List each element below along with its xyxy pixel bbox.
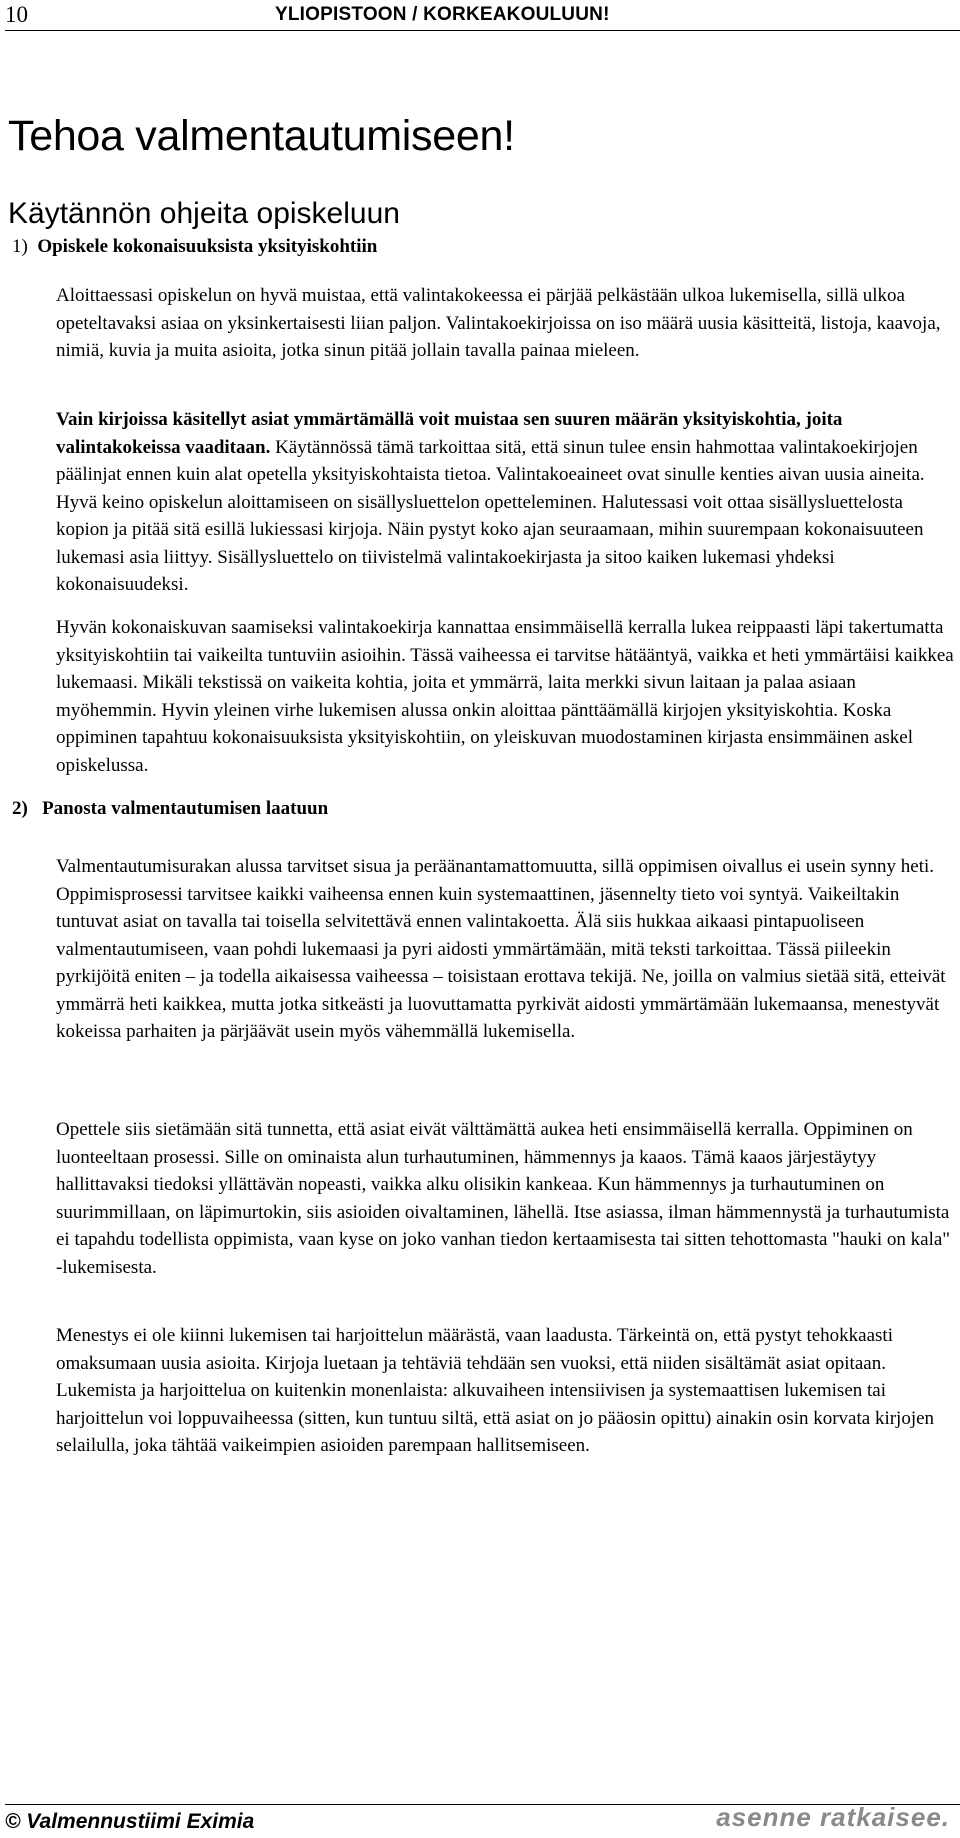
- section-1-paragraph-1: Aloittaessasi opiskelun on hyvä muistaa, että valintakokeessa ei pärjää pelkästään ulkoa lukemisella, sillä ulkoa opeteltavaksi asiaa on yksinkertaisesti liian paljon. Valintakoekirjoissa on iso määrä uusia käsitteitä, listoja, kaavoja, nimiä, kuvia ja muita asioita, jotka sinun pitää jollain tavalla painaa mieleen.: [56, 285, 941, 361]
- section-1-heading: [12, 236, 377, 258]
- section-1-number: 1): [12, 236, 28, 257]
- page-subtitle: Käytännön ohjeita opiskeluun: [8, 197, 400, 230]
- page-number: 10: [5, 2, 28, 27]
- section-2-heading: [12, 798, 328, 820]
- section-1-title: Opiskele kokonaisuuksista yksityiskohtiin: [37, 236, 378, 257]
- section-1-paragraph-3: Hyvän kokonaiskuvan saamiseksi valintakoekirja kannattaa ensimmäisellä kerralla lukea reippaasti läpi takertumatta yksityiskohtiin tai vaikeilta tuntuviin asioihin. Tässä vaiheessa ei tarvitse hätääntyä, vaikka et heti ymmärtäisi kaikkea lukemaasi. Mikäli tekstissä on vaikeita kohtia, joita et ymmärrä, laita merkki sivun laitaan ja palaa asiaan myöhemmin. Hyvin yleinen virhe lukemisen alussa onkin aloittaa pänttäämällä kirjojen yksityiskohtia. Koska oppiminen tapahtuu kokonaisuuksista yksityiskohtiin, on yleiskuvan muodostaminen kirjasta ensimmäinen askel opiskelussa.: [56, 617, 954, 776]
- page-title: Tehoa valmentautumiseen!: [8, 112, 515, 160]
- page-header: [5, 0, 960, 31]
- section-1-paragraph-2-text: Käytännössä tämä tarkoittaa sitä, että sinun tulee ensin hahmottaa valintakoekirjojen päälinjat ennen kuin alat opetella yksityiskohtaista tietoa. Valintakoeaineet ovat sinulle kenties aivan uusia aineita. Hyvä keino opiskelun aloittamiseen on sisällysluettelon opetteleminen. Halutessasi voit ottaa sisällysluettelosta kopion ja pitää sitä esillä lukiessasi kirjoja. Näin pystyt koko ajan seuraamaan, mihin suurempaan kokonaisuuteen lukemasi asia liittyy. Sisällysluettelo on tiivistelmä valintakoekirjasta ja sitoo kaiken lukemasi yhdeksi kokonaisuudeksi.: [56, 436, 925, 595]
- footer-slogan: asenne ratkaisee.: [716, 1802, 950, 1832]
- section-2-paragraph-3: Menestys ei ole kiinni lukemisen tai harjoittelun määrästä, vaan laadusta. Tärkeintä on, että pystyt tehokkaasti omaksumaan uusia asioita. Kirjoja luetaan ja tehtäviä tehdään sen vuoksi, että niiden sisältämät asiat opitaan. Lukemista ja harjoittelua on kuitenkin monenlaista: alkuvaiheen intensiivisen ja systemaattisen lukemisen tai harjoittelun voi loppuvaiheessa (sitten, kun tuntuu siltä, että asiat on jo pääosin opittu) ainakin osin korvata kirjojen selailulla, joka tähtää vaikeimpien asioiden parempaan hallitsemiseen.: [56, 1325, 935, 1456]
- section-2-title: Panosta valmentautumisen laatuun: [42, 798, 329, 819]
- section-2-paragraph-1: Valmentautumisurakan alussa tarvitset sisua ja peräänantamattomuutta, sillä oppimisen oivallus ei usein synny heti. Oppimisprosessi tarvitsee kaikki vaiheensa ennen kuin systemaattinen, jäsennelty tieto voi syntyä. Vaikeiltakin tuntuvat asiat on tavalla tai toisella selvitettävä ennen valintakoetta. Älä siis hukkaa aikaasi pintapuoliseen valmentautumiseen, vaan pohdi lukemaasi ja pyri aidosti ymmärtämään, mitä teksti tarkoittaa. Tässä piileekin pyrkijöitä eniten – ja todella aikaisessa vaiheessa – toisistaan erottava tekijä. Ne, joilla on valmius sietää sitä, etteivät ymmärrä heti kaikkea, mutta jotka sitkeästi ja luovuttamatta pyrkivät aidosti ymmärtämään lukemaansa, menestyvät kokeissa parhaiten ja pärjäävät usein myös vähemmällä lukemisella.: [56, 856, 946, 1042]
- section-2-paragraph-2: Opettele siis sietämään sitä tunnetta, että asiat eivät välttämättä aukea heti ensimmäisellä kerralla. Oppiminen on luonteeltaan prosessi. Sille on ominaista alun turhautuminen, hämmennys ja kaaos. Tämä kaaos järjestäytyy hallittavaksi tiedoksi yllättävän nopeasti, vaikka alku olisikin kankeaa. Kun hämmennys ja turhautuminen on suurimmillaan, on läpimurtokin, siis asioiden oivaltaminen, lähellä. Itse asiassa, ilman hämmennystä ja turhautumista ei tapahdu todellista oppimista, vaan kyse on joko vanhan tiedon kertaamisesta tai sitten tehottomasta "hauki on kala" -lukemisesta.: [56, 1119, 951, 1278]
- header-title: YLIOPISTOON / KORKEAKOULUUN!: [275, 4, 610, 25]
- section-1-paragraph-2: [56, 406, 956, 599]
- section-2-number: 2): [12, 798, 28, 819]
- footer-copyright: © Valmennustiimi Eximia: [5, 1810, 255, 1833]
- section-1-paragraph-2-bold: Vain kirjoissa käsitellyt asiat ymmärtämällä voit muistaa sen suuren määrän yksityiskohtia, joita valintakokeissa vaaditaan.: [56, 409, 843, 458]
